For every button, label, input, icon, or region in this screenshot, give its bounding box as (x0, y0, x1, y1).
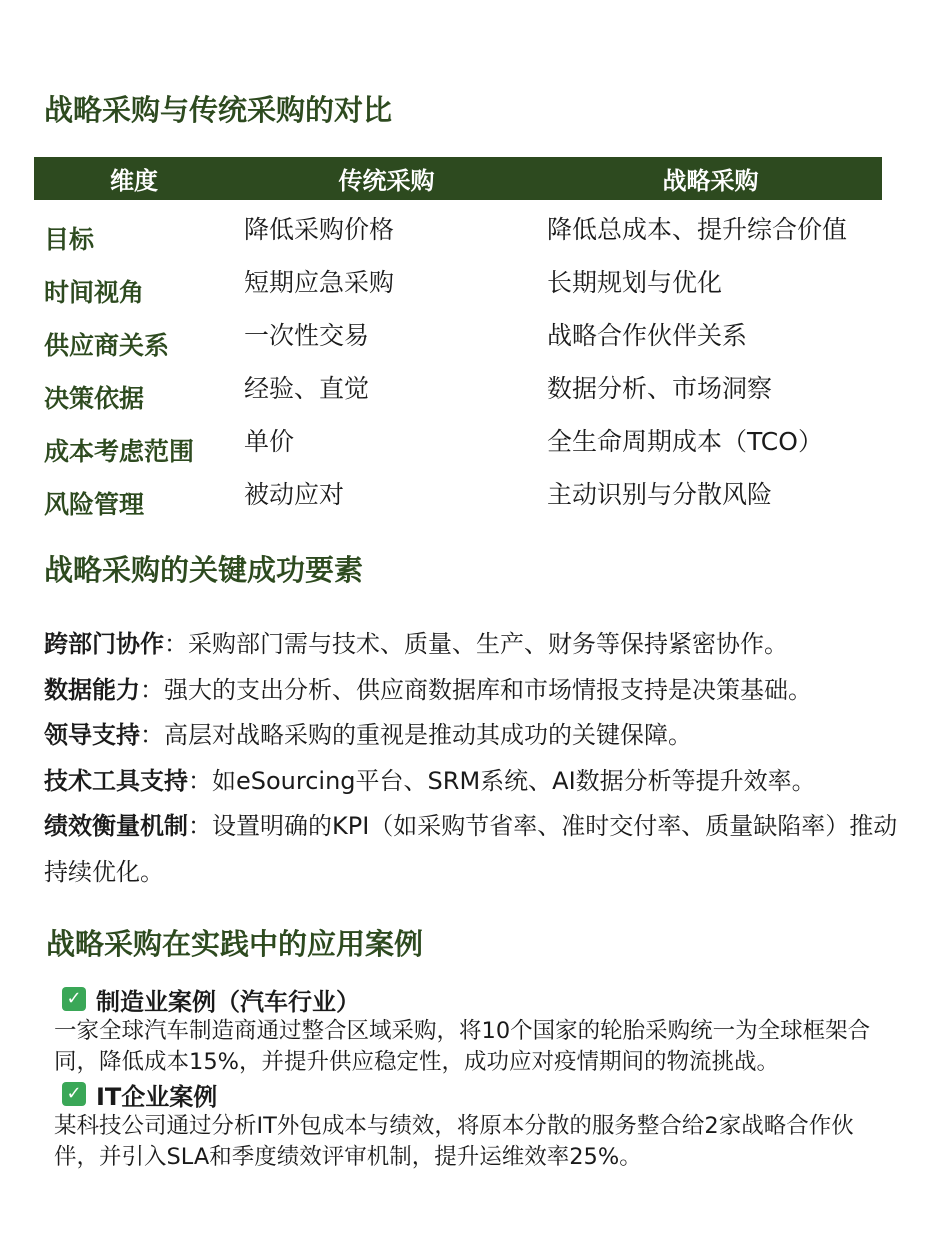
row-strategic: 降低总成本、提升综合价值 (547, 215, 848, 244)
row-traditional: 经验、直觉 (244, 374, 370, 403)
row-dimension: 成本考虑范围 (44, 437, 195, 466)
cases-section-title: 战略采购在实践中的应用案例 (46, 927, 424, 961)
cases-list (54, 982, 884, 1172)
table-row (34, 253, 882, 306)
factor-separator: ： (140, 721, 164, 749)
factor-text: 强大的支出分析、供应商数据库和市场情报支持是决策基础。 (164, 675, 812, 704)
comparison-table (34, 157, 882, 518)
row-dimension: 风险管理 (44, 490, 145, 519)
factor-label: 绩效衡量机制 (44, 812, 188, 840)
row-dimension: 供应商关系 (44, 331, 170, 360)
check-box-icon: ✓ (62, 987, 86, 1011)
table-header-row (34, 157, 882, 200)
row-strategic: 全生命周期成本（TCO） (547, 427, 823, 456)
row-traditional: 短期应急采购 (244, 268, 395, 297)
case-body: 某科技公司通过分析IT外包成本与绩效，将原本分散的服务整合给2家战略合作伙伴，并引入SLA和季度绩效评审机制，提升运维效率25%。 (54, 1113, 854, 1170)
check-box-icon: ✓ (62, 1082, 86, 1106)
factor-text: 如eSourcing平台、SRM系统、AI数据分析等提升效率。 (212, 766, 816, 795)
factor-label: 数据能力 (44, 675, 140, 704)
list-item (44, 668, 904, 714)
row-traditional: 一次性交易 (244, 321, 370, 350)
table-row (34, 465, 882, 518)
list-item (44, 713, 904, 759)
header-dimension: 维度 (110, 167, 158, 195)
factor-text: 设置明确的KPI（如采购节省率、准时交付率、质量缺陷率）推动持续优化。 (44, 812, 898, 886)
factor-separator: ： (140, 675, 164, 704)
factor-label: 领导支持 (44, 721, 140, 749)
factor-text: 采购部门需与技术、质量、生产、财务等保持紧密协作。 (188, 630, 788, 658)
list-item (44, 759, 904, 805)
header-traditional: 传统采购 (338, 167, 435, 195)
factors-section-title: 战略采购的关键成功要素 (44, 553, 364, 587)
table-row (34, 200, 882, 253)
case-body: 一家全球汽车制造商通过整合区域采购，将10个国家的轮胎采购统一为全球框架合同，降低成本15%，并提升供应稳定性，成功应对疫情期间的物流挑战。 (54, 1018, 871, 1075)
row-strategic: 主动识别与分散风险 (547, 480, 773, 509)
list-item (44, 622, 904, 668)
row-dimension: 时间视角 (44, 278, 145, 307)
table-row (34, 306, 882, 359)
factor-text: 高层对战略采购的重视是推动其成功的关键保障。 (164, 721, 692, 749)
factor-separator: ： (188, 766, 212, 795)
case-title: IT企业案例 (96, 1082, 218, 1111)
case-heading (54, 982, 884, 1016)
factor-separator: ： (164, 630, 188, 658)
factors-list (44, 622, 904, 895)
row-strategic: 战略合作伙伴关系 (547, 321, 748, 350)
row-dimension: 目标 (44, 225, 95, 254)
list-item (44, 804, 904, 895)
header-strategic: 战略采购 (662, 167, 759, 195)
row-dimension: 决策依据 (44, 384, 145, 413)
row-traditional: 降低采购价格 (244, 215, 395, 244)
case-title: 制造业案例（汽车行业） (96, 987, 360, 1016)
table-row (34, 412, 882, 465)
row-traditional: 被动应对 (244, 480, 345, 509)
factor-label: 跨部门协作 (44, 630, 164, 658)
row-strategic: 长期规划与优化 (547, 268, 723, 297)
factor-label: 技术工具支持 (44, 766, 188, 795)
row-strategic: 数据分析、市场洞察 (547, 374, 773, 403)
compare-section-title: 战略采购与传统采购的对比 (44, 93, 393, 127)
factor-separator: ： (188, 812, 212, 840)
case-heading (54, 1077, 884, 1111)
row-traditional: 单价 (244, 427, 295, 456)
table-row (34, 359, 882, 412)
